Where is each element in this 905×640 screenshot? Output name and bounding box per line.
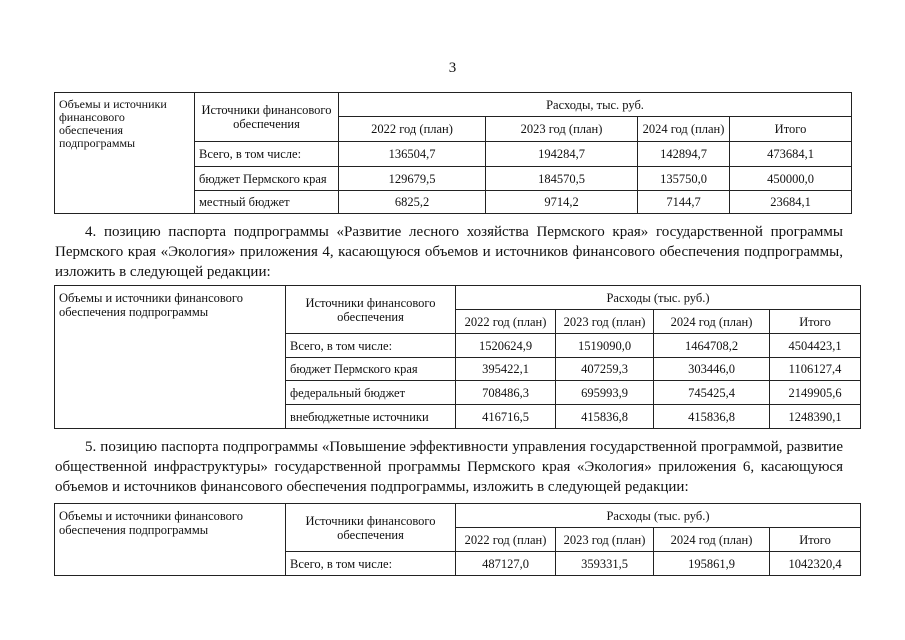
value-cell: 4504423,1 xyxy=(770,334,861,358)
value-cell: 9714,2 xyxy=(486,191,638,214)
value-cell: 473684,1 xyxy=(730,142,852,167)
source-cell: бюджет Пермского края xyxy=(286,358,456,381)
value-cell: 2149905,6 xyxy=(770,381,861,405)
value-cell: 415836,8 xyxy=(654,405,770,429)
expenses-header: Расходы (тыс. руб.) xyxy=(456,504,861,528)
financing-table-3 xyxy=(54,503,861,576)
sources-header: Источники финансового обеспечения xyxy=(286,286,456,334)
year-header: 2024 год (план) xyxy=(654,310,770,334)
total-header: Итого xyxy=(730,117,852,142)
value-cell: 415836,8 xyxy=(556,405,654,429)
value-cell: 1106127,4 xyxy=(770,358,861,381)
source-cell: внебюджетные источники xyxy=(286,405,456,429)
value-cell: 303446,0 xyxy=(654,358,770,381)
value-cell: 136504,7 xyxy=(339,142,486,167)
value-cell: 708486,3 xyxy=(456,381,556,405)
value-cell: 195861,9 xyxy=(654,552,770,576)
source-cell: местный бюджет xyxy=(195,191,339,214)
value-cell: 6825,2 xyxy=(339,191,486,214)
value-cell: 194284,7 xyxy=(486,142,638,167)
year-header: 2022 год (план) xyxy=(339,117,486,142)
year-header: 2024 год (план) xyxy=(654,528,770,552)
value-cell: 7144,7 xyxy=(638,191,730,214)
value-cell: 745425,4 xyxy=(654,381,770,405)
financing-table-1 xyxy=(54,92,852,214)
paragraph-5: 5. позицию паспорта подпрограммы «Повышение эффективности управления государственной программой, развитие общественной инфраструктуры» государственной программы Пермского края «Экология» приложения 6, касающуюся объемов и источников финансового обеспечения подпрограммы, изложить в следующей редакции: xyxy=(55,439,843,495)
financing-table-2 xyxy=(54,285,861,429)
value-cell: 142894,7 xyxy=(638,142,730,167)
value-cell: 1042320,4 xyxy=(770,552,861,576)
table-label: Объемы и источники финансового обеспечения подпрограммы xyxy=(55,93,195,214)
value-cell: 1519090,0 xyxy=(556,334,654,358)
table-label: Объемы и источники финансового обеспечения подпрограммы xyxy=(55,286,286,429)
total-header: Итого xyxy=(770,528,861,552)
value-cell: 487127,0 xyxy=(456,552,556,576)
value-cell: 695993,9 xyxy=(556,381,654,405)
value-cell: 407259,3 xyxy=(556,358,654,381)
sources-header: Источники финансового обеспечения xyxy=(195,93,339,142)
source-cell: бюджет Пермского края xyxy=(195,167,339,191)
table-label: Объемы и источники финансового обеспечения подпрограммы xyxy=(55,504,286,576)
value-cell: 1248390,1 xyxy=(770,405,861,429)
value-cell: 416716,5 xyxy=(456,405,556,429)
year-header: 2023 год (план) xyxy=(556,528,654,552)
value-cell: 395422,1 xyxy=(456,358,556,381)
year-header: 2022 год (план) xyxy=(456,310,556,334)
year-header: 2023 год (план) xyxy=(486,117,638,142)
sources-header: Источники финансового обеспечения xyxy=(286,504,456,552)
value-cell: 23684,1 xyxy=(730,191,852,214)
value-cell: 359331,5 xyxy=(556,552,654,576)
expenses-header: Расходы, тыс. руб. xyxy=(339,93,852,117)
year-header: 2024 год (план) xyxy=(638,117,730,142)
source-cell: Всего, в том числе: xyxy=(286,552,456,576)
year-header: 2022 год (план) xyxy=(456,528,556,552)
source-cell: Всего, в том числе: xyxy=(286,334,456,358)
value-cell: 184570,5 xyxy=(486,167,638,191)
year-header: 2023 год (план) xyxy=(556,310,654,334)
value-cell: 1520624,9 xyxy=(456,334,556,358)
page-number: 3 xyxy=(448,60,457,76)
expenses-header: Расходы (тыс. руб.) xyxy=(456,286,861,310)
source-cell: федеральный бюджет xyxy=(286,381,456,405)
value-cell: 129679,5 xyxy=(339,167,486,191)
total-header: Итого xyxy=(770,310,861,334)
value-cell: 1464708,2 xyxy=(654,334,770,358)
value-cell: 135750,0 xyxy=(638,167,730,191)
source-cell: Всего, в том числе: xyxy=(195,142,339,167)
value-cell: 450000,0 xyxy=(730,167,852,191)
paragraph-4: 4. позицию паспорта подпрограммы «Развитие лесного хозяйства Пермского края» государственной программы Пермского края «Экология» приложения 4, касающуюся объемов и источников финансового обеспечения подпрограммы, изложить в следующей редакции: xyxy=(55,224,843,280)
